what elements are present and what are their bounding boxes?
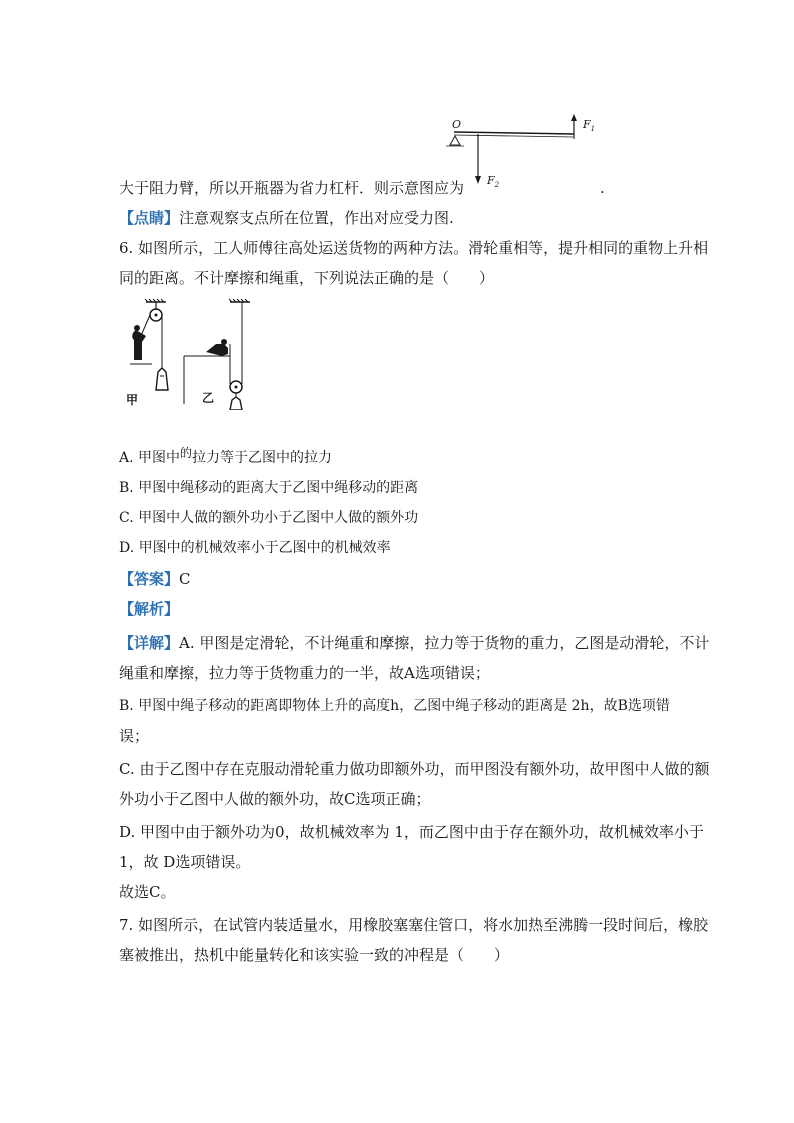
- explanation-line-4: 误；: [119, 727, 150, 745]
- text-line-1-end: .: [600, 179, 605, 197]
- pulley-diagram: [122, 298, 262, 410]
- explanation-line-1: 【详解】A. 甲图是定滑轮，不计绳重和摩擦，拉力等于货物的重力，乙图是动滑轮，不计: [119, 634, 710, 652]
- explanation-line-9: 故选C。: [119, 883, 176, 901]
- option-a: A. 甲图中的拉力等于乙图中的拉力: [119, 446, 333, 466]
- pivot-triangle: [450, 136, 460, 145]
- movable-pulley-setup: [184, 299, 250, 410]
- f2-label: $F_2$: [487, 174, 500, 189]
- fixed-pulley-setup: [126, 299, 168, 407]
- explanation-line-2: 绳重和摩擦，拉力等于货物重力的一半，故A选项错误；: [119, 664, 490, 682]
- explanation-line-3: B. 甲图中绳子移动的距离即物体上升的高度h，乙图中绳子移动的距离是 2h，故B选项错: [119, 698, 670, 714]
- text-line-1: 大于阻力臂，所以开瓶器为省力杠杆．则示意图应为: [119, 179, 465, 197]
- analysis-tag: 【解析】: [119, 600, 180, 618]
- question-7-line-1: 7. 如图所示，在试管内装适量水，用橡胶塞塞住管口，将水加热至沸腾一段时间后，橡胶: [119, 916, 709, 934]
- dianjing-line: 【点睛】注意观察支点所在位置，作出对应受力图.: [119, 209, 454, 227]
- analysis-heading: [119, 599, 179, 619]
- label-yi: 乙: [202, 391, 215, 405]
- explanation-line-5: C. 由于乙图中存在克服动滑轮重力做功即额外功，而甲图没有额外功，故甲图中人做的额: [119, 760, 710, 778]
- answer-tag: 【答案】: [119, 570, 180, 588]
- option-c: C. 甲图中人做的额外功小于乙图中人做的额外功: [119, 510, 419, 526]
- f1-label: $F_1$: [583, 118, 596, 133]
- answer-value: C: [179, 570, 191, 588]
- explanation-line-8: 1，故 D选项错误。: [119, 853, 251, 871]
- question-6-line-2: 同的距离。不计摩擦和绳重，下列说法正确的是（ ）: [119, 269, 495, 287]
- lever-diagram: [440, 112, 610, 192]
- detail-tag: 【详解】: [119, 634, 180, 652]
- worker-yi: [206, 344, 228, 356]
- dianjing-tag: 【点睛】: [119, 209, 180, 227]
- worker-jia: [132, 330, 146, 360]
- question-6-line-1: 6. 如图所示，工人师傅往高处运送货物的两种方法。滑轮重相等，提升相同的重物上升相: [119, 239, 709, 257]
- option-b: B. 甲图中绳移动的距离大于乙图中绳移动的距离: [119, 480, 419, 496]
- weight-yi: [230, 397, 242, 410]
- answer-line: [119, 569, 191, 589]
- question-7-line-2: 塞被推出，热机中能量转化和该实验一致的冲程是（ ）: [119, 946, 510, 964]
- explanation-line-6: 外功小于乙图中人做的额外功，故C选项正确；: [119, 790, 431, 808]
- lever-bar: [454, 132, 574, 134]
- pivot-label: O: [452, 118, 462, 131]
- weight-jia: [156, 368, 168, 390]
- explanation-line-7: D. 甲图中由于额外功为0，故机械效率为 1，而乙图中由于存在额外功，故机械效率小于: [119, 823, 704, 841]
- lever-bar-lower: [454, 135, 574, 137]
- label-jia: 甲: [126, 393, 139, 407]
- option-d: D. 甲图中的机械效率小于乙图中的机械效率: [119, 540, 391, 556]
